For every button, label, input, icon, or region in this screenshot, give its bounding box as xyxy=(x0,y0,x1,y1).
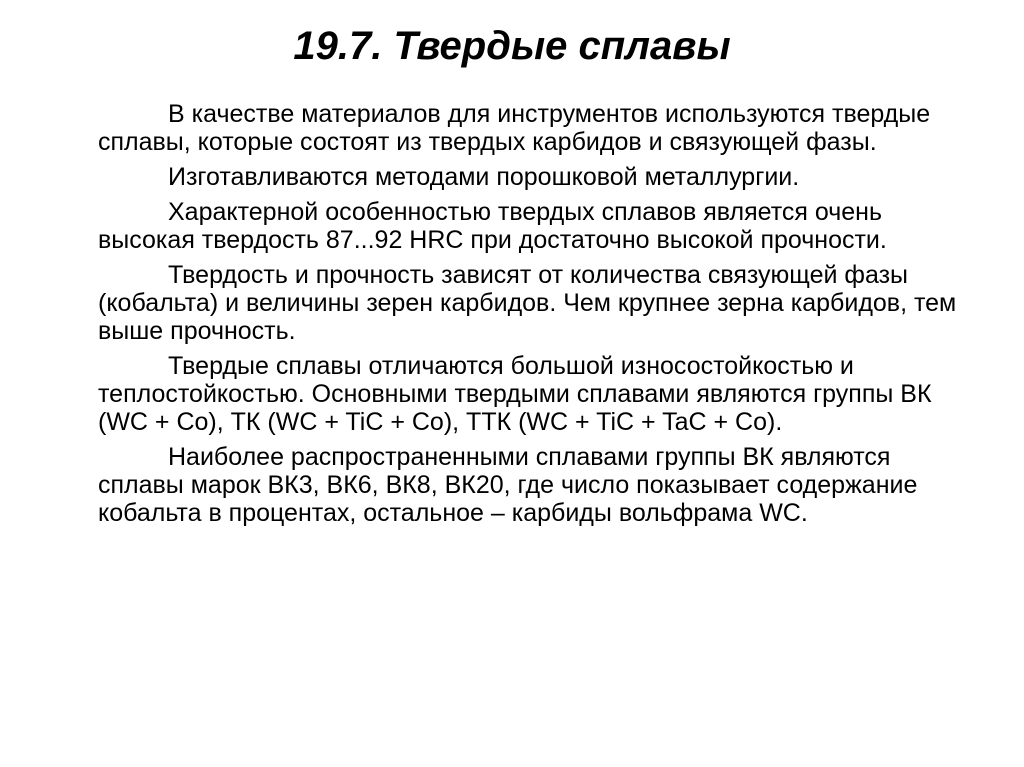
paragraph-manufacturing: Изготавливаются методами порошковой металлургии. xyxy=(168,163,800,191)
paragraph-strength: Твердость и прочность зависят от количества связующей фазы (кобальта) и величины зерен карбидов. Чем крупнее зерна карбидов, тем выше прочность. xyxy=(98,261,957,345)
paragraph-hardness: Характерной особенностью твердых сплавов является очень высокая твердость 87...92 HRC при достаточно высокой прочности. xyxy=(98,198,887,254)
paragraph-groups: Твердые сплавы отличаются большой износостойкостью и теплостойкостью. Основными твердыми сплавами являются группы ВК (WC + Co), ТК (WC + TiC + Co), ТТК (WC + TiC + TaC + Co). xyxy=(98,352,932,436)
paragraph-vk-grades: Наиболее распространенными сплавами группы ВК являются сплавы марок ВК3, ВК6, ВК8, ВК20, где число показывает содержание кобальта в процентах, остальное – карбиды вольфрама WC. xyxy=(98,443,918,527)
paragraph-composition: В качестве материалов для инструментов используются твердые сплавы, которые состоят из твердых карбидов и связующей фазы. xyxy=(98,100,931,156)
slide-title: 19.7. Твердые сплавы xyxy=(293,24,731,68)
slide-body xyxy=(98,100,958,534)
